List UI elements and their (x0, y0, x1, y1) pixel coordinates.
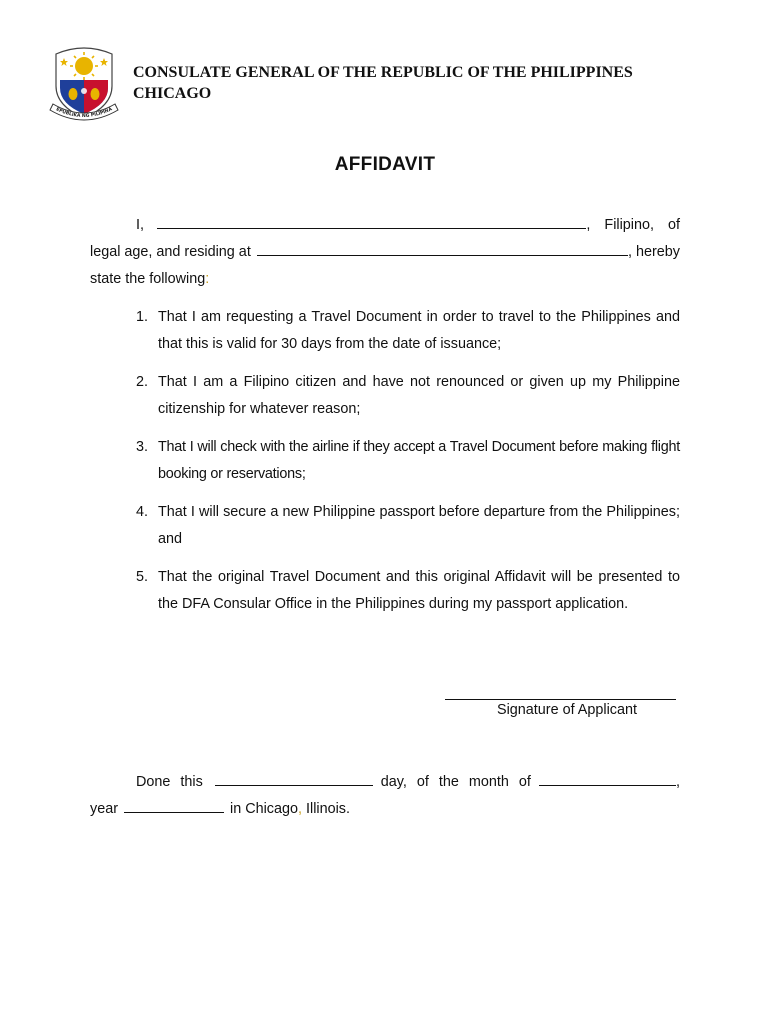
item-number: 2. (136, 374, 149, 390)
closing-done-this: Done this (136, 774, 203, 790)
header-line1: CONSULATE GENERAL OF THE REPUBLIC OF THE PHILIPPINES (133, 64, 633, 81)
signature-field[interactable] (445, 699, 676, 700)
item-text: That I will secure a new Philippine passport before departure from the Philippines; and (158, 504, 680, 547)
intro-row-3 (90, 266, 680, 293)
name-field[interactable] (157, 214, 586, 229)
list-item (136, 434, 680, 488)
item-text: That I am requesting a Travel Document in order to travel to the Philippines and that this is valid for 30 days from the date of issuance; (158, 309, 680, 352)
closing-comma: , (676, 774, 680, 790)
intro-i: I, (136, 217, 144, 233)
intro-state: state the following (90, 271, 206, 287)
eagle-icon (69, 88, 78, 100)
closing-in-chicago: in Chicago (230, 801, 298, 817)
signature-label: Signature of Applicant (496, 702, 637, 718)
item-text: That the original Travel Document and this original Affidavit will be presented to the DFA Consular Office in the Philippines during my passport application. (158, 569, 680, 612)
list-item (136, 304, 680, 358)
list-item (136, 564, 680, 618)
intro-paragraph (90, 212, 680, 293)
closing-day-of-month: day, of the month of (380, 774, 531, 790)
header-line2: CHICAGO (133, 85, 212, 102)
closing-year: year (90, 801, 118, 817)
affidavit-items (136, 304, 680, 629)
intro-row-1 (90, 212, 680, 239)
intro-legal-age: legal age, and residing at (90, 244, 251, 260)
intro-row-2 (90, 239, 680, 266)
closing-row-2 (90, 796, 680, 823)
intro-colon: : (205, 271, 210, 287)
item-text: That I will check with the airline if they accept a Travel Document before making flight booking or reservations; (158, 439, 680, 482)
item-number: 1. (136, 309, 149, 325)
item-number: 4. (136, 504, 149, 520)
list-item (136, 369, 680, 423)
item-text: That I am a Filipino citizen and have not renounced or given up my Philippine citizenship for whatever reason; (158, 374, 680, 417)
list-item (136, 499, 680, 553)
lion-icon (91, 88, 100, 100)
intro-filipino: , Filipino, of (586, 217, 680, 233)
item-number: 3. (136, 439, 149, 455)
day-field[interactable] (215, 771, 373, 786)
closing-illinois: Illinois. (302, 801, 350, 817)
closing-comma-accent: , (298, 801, 302, 817)
year-field[interactable] (124, 798, 224, 813)
seal-motto: EPUBLIKA NG PILIPINA (55, 107, 114, 120)
page-title: AFFIDAVIT (334, 154, 436, 175)
month-field[interactable] (539, 771, 676, 786)
item-number: 5. (136, 569, 149, 585)
closing-paragraph (90, 769, 680, 823)
intro-hereby: , hereby (628, 244, 680, 260)
philippine-seal (48, 40, 120, 126)
consulate-header (133, 62, 733, 104)
residence-field[interactable] (257, 241, 628, 256)
sun-icon (75, 57, 93, 75)
seal-icon (48, 40, 120, 126)
closing-row-1 (90, 769, 680, 796)
